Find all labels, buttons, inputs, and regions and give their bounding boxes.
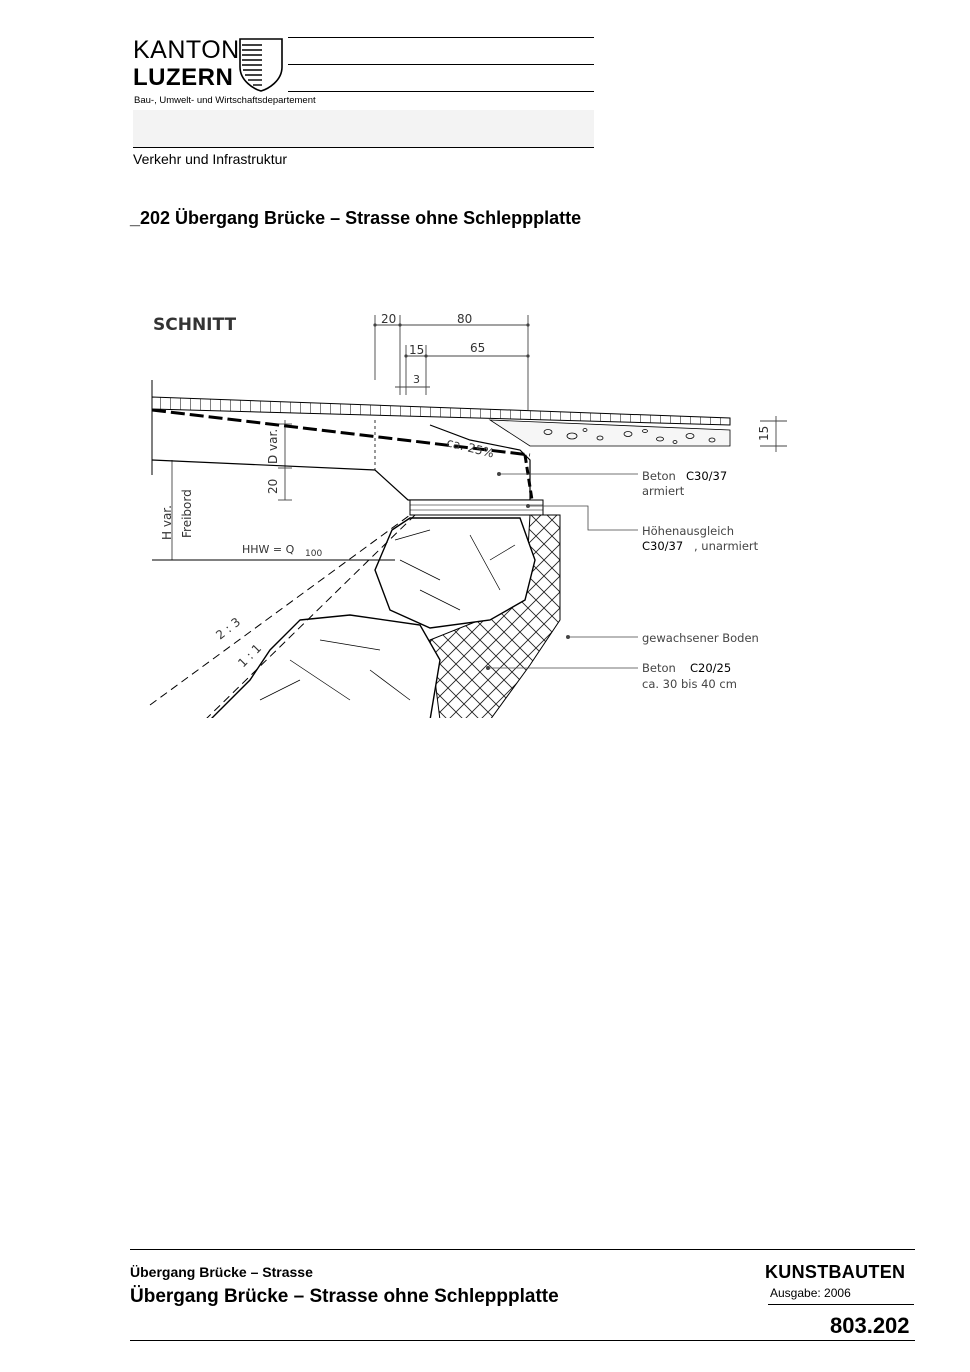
logo-luzern-text: LUZERN bbox=[133, 64, 234, 91]
footer-category: KUNSTBAUTEN bbox=[765, 1262, 906, 1282]
label-ratio-2-3: 2 : 3 bbox=[213, 614, 244, 643]
callout-beton-1-grade: C30/37 bbox=[686, 469, 728, 483]
callout-hoehenausgleich: Höhenausgleich bbox=[642, 524, 735, 538]
footer-subtitle: Übergang Brücke – Strasse bbox=[130, 1264, 313, 1280]
footer-rule-top bbox=[130, 1249, 915, 1250]
callout-beton-2-thickness: ca. 30 bis 40 cm bbox=[642, 677, 737, 691]
dim-15-right: 15 bbox=[757, 425, 771, 441]
label-hhw-sub: 100 bbox=[305, 549, 323, 559]
callout-boden: gewachsener Boden bbox=[642, 631, 759, 645]
dim-3: 3 bbox=[413, 373, 420, 386]
footer-doc-number: 803.202 bbox=[830, 1313, 910, 1338]
callout-beton-1-type: armiert bbox=[642, 484, 685, 498]
section-heading: SCHNITT bbox=[153, 315, 237, 335]
footer-rule-right bbox=[768, 1304, 914, 1305]
dim-15: 15 bbox=[409, 343, 425, 357]
callout-hoehenausgleich-grade: C30/37 bbox=[642, 539, 684, 553]
label-freibord: Freibord bbox=[180, 489, 194, 538]
label-slope: ca. 25% bbox=[445, 435, 496, 461]
dim-20-left: 20 bbox=[266, 478, 280, 494]
label-ratio-1-1: 1 : 1 bbox=[235, 641, 265, 671]
footer-title: Übergang Brücke – Strasse ohne Schleppplatte bbox=[130, 1286, 559, 1307]
label-d-var: D var. bbox=[266, 428, 280, 464]
dim-65: 65 bbox=[470, 341, 486, 355]
callout-hoehenausgleich-type: , unarmiert bbox=[694, 539, 759, 553]
label-h-var: H var. bbox=[160, 505, 174, 540]
footer-rule-bottom bbox=[130, 1340, 915, 1341]
unit-name: Verkehr und Infrastruktur bbox=[133, 151, 288, 167]
callout-beton-1: Beton bbox=[642, 469, 676, 483]
callout-beton-2-grade: C20/25 bbox=[690, 661, 732, 675]
dim-20: 20 bbox=[381, 312, 397, 326]
callout-beton-2: Beton bbox=[642, 661, 676, 675]
logo-kanton-text: KANTON bbox=[133, 36, 240, 64]
label-hhw: HHW = Q bbox=[242, 543, 295, 556]
page-title: _202 Übergang Brücke – Strasse ohne Schleppplatte bbox=[130, 208, 582, 228]
dim-80: 80 bbox=[457, 312, 473, 326]
department-name: Bau-, Umwelt- und Wirtschaftsdepartement bbox=[134, 95, 316, 106]
footer-edition: Ausgabe: 2006 bbox=[770, 1286, 851, 1300]
